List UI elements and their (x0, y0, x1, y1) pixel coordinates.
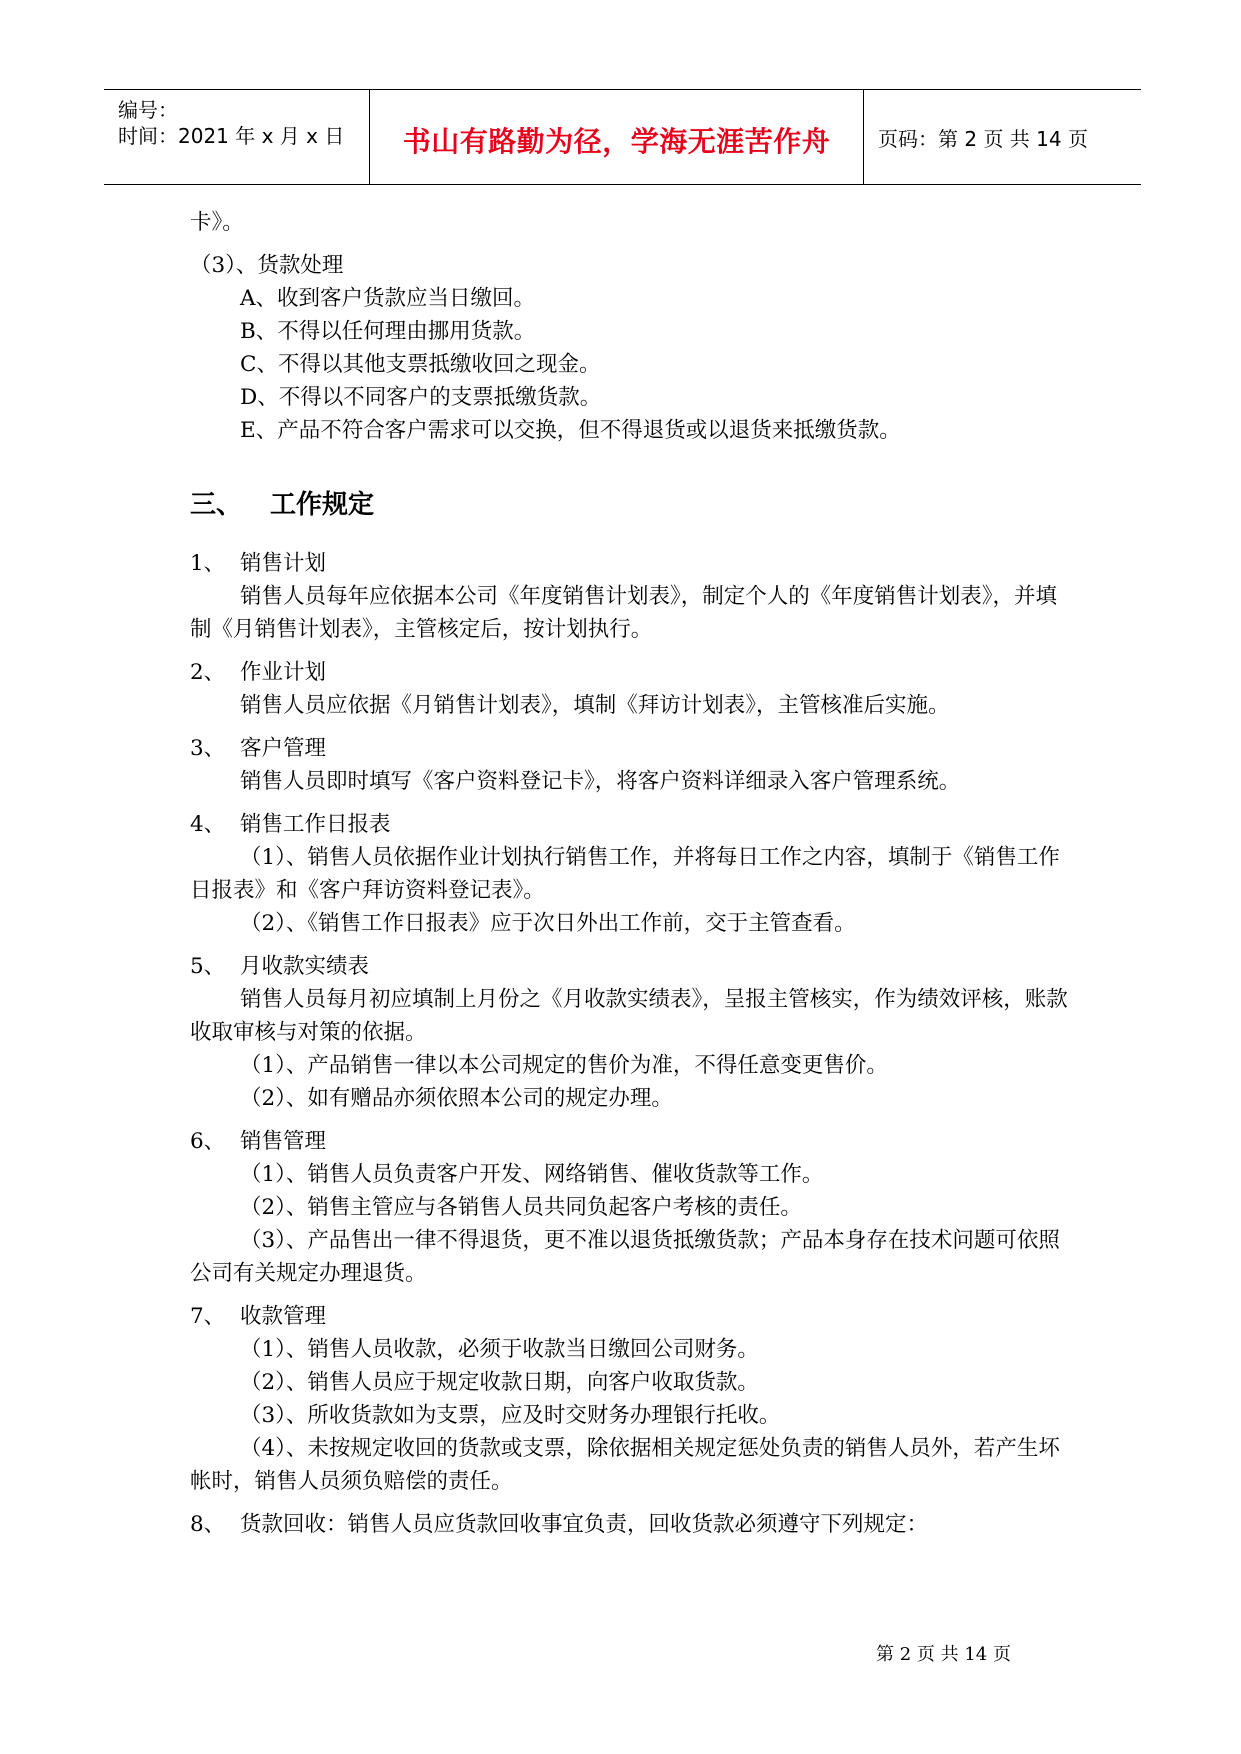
list-item: A、收到客户货款应当日缴回。 (240, 286, 536, 311)
section-heading (190, 656, 1070, 689)
paragraph: 销售人员应依据《月销售计划表》，填制《拜访计划表》，主管核准后实施。 (240, 693, 950, 718)
header-info-cell (104, 90, 370, 184)
section-heading (190, 547, 1070, 580)
section-title: 销售管理 (240, 1129, 327, 1154)
list-item: D、不得以不同客户的支票抵缴货款。 (240, 385, 602, 410)
chapter-heading (190, 485, 1070, 525)
section-number: 4、 (190, 812, 226, 837)
list-item: E、产品不符合客户需求可以交换，但不得退货或以退货来抵缴货款。 (240, 418, 901, 443)
header-motto-cell (370, 90, 864, 184)
paragraph: 销售人员即时填写《客户资料登记卡》，将客户资料详细录入客户管理系统。 (240, 769, 961, 794)
section-number: 3、 (190, 736, 226, 761)
header-motto: 书山有路勤为径，学海无涯苦作舟 (402, 125, 831, 158)
chapter-number: 三、 (190, 490, 243, 520)
paragraph: （1）、销售人员负责客户开发、网络销售、催收货款等工作。 (240, 1162, 824, 1187)
paragraph: （1）、销售人员依据作业计划执行销售工作，并将每日工作之内容，填制于《销售工作日报表》和《客户拜访资料登记表》。 (190, 845, 1060, 903)
paragraph: （2）、《销售工作日报表》应于次日外出工作前，交于主管查看。 (240, 911, 856, 936)
section-number: 8、 (190, 1512, 226, 1537)
section-title: 货款回收：销售人员应货款回收事宜负责，回收货款必须遵守下列规定： (240, 1512, 929, 1537)
chapter-title: 工作规定 (270, 490, 375, 520)
paragraph: （4）、未按规定收回的货款或支票，除依据相关规定惩处负责的销售人员外，若产生坏帐时，销售人员须负赔偿的责任。 (190, 1436, 1060, 1494)
paragraph: （2）、销售主管应与各销售人员共同负起客户考核的责任。 (240, 1195, 802, 1220)
section-number: 6、 (190, 1129, 226, 1154)
section-title: 月收款实绩表 (240, 954, 370, 979)
section-title: 销售工作日报表 (240, 812, 391, 837)
page-header (104, 89, 1141, 185)
list-item: B、不得以任何理由挪用货款。 (240, 319, 536, 344)
paragraph: 销售人员每年应依据本公司《年度销售计划表》，制定个人的《年度销售计划表》，并填制《月销售计划表》，主管核定后，按计划执行。 (190, 584, 1058, 642)
list-item: C、不得以其他支票抵缴收回之现金。 (240, 352, 601, 377)
paragraph: （2）、如有赠品亦须依照本公司的规定办理。 (240, 1086, 673, 1111)
document-number: 编号： (118, 98, 178, 122)
section-number: 5、 (190, 954, 226, 979)
document-time: 时间：2021 年 x 月 x 日 (118, 124, 345, 148)
section-title: 销售计划 (240, 551, 327, 576)
page-footer: 第 2 页 共 14 页 (876, 1644, 1011, 1665)
section-number: 7、 (190, 1304, 226, 1329)
section-heading (190, 1125, 1070, 1158)
paragraph: 销售人员每月初应填制上月份之《月收款实绩表》，呈报主管核实，作为绩效评核，账款收取审核与对策的依据。 (190, 987, 1068, 1045)
section-heading (190, 808, 1070, 841)
header-page-number: 页码：第 2 页 共 14 页 (878, 127, 1088, 151)
paragraph: （1）、产品销售一律以本公司规定的售价为准，不得任意变更售价。 (240, 1053, 888, 1078)
section-heading (190, 1508, 1070, 1541)
section-heading (190, 950, 1070, 983)
paragraph: （3）、所收货款如为支票，应及时交财务办理银行托收。 (240, 1403, 781, 1428)
paragraph: （2）、销售人员应于规定收款日期，向客户收取货款。 (240, 1370, 759, 1395)
subsection-title: （3）、货款处理 (190, 253, 344, 278)
section-heading (190, 1300, 1070, 1333)
section-number: 2、 (190, 660, 226, 685)
section-title: 收款管理 (240, 1304, 327, 1329)
section-number: 1、 (190, 551, 226, 576)
section-heading (190, 732, 1070, 765)
continued-line: 卡》。 (190, 210, 244, 235)
document-body (190, 206, 1070, 1541)
paragraph: （1）、销售人员收款，必须于收款当日缴回公司财务。 (240, 1337, 759, 1362)
section-title: 客户管理 (240, 736, 327, 761)
paragraph: （3）、产品售出一律不得退货，更不准以退货抵缴货款；产品本身存在技术问题可依照公司有关规定办理退货。 (190, 1228, 1060, 1286)
header-page-cell (864, 90, 1141, 184)
section-title: 作业计划 (240, 660, 327, 685)
